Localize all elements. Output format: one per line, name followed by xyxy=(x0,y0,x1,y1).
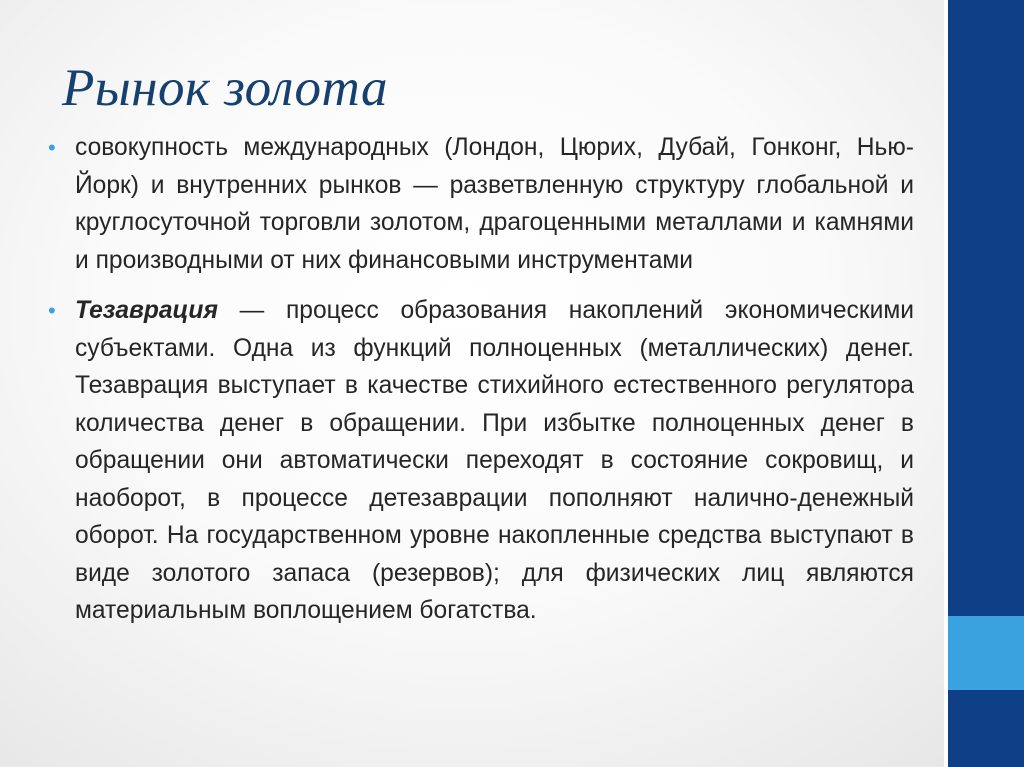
slide-title: Рынок золота xyxy=(62,59,388,117)
bullet-text xyxy=(75,292,914,630)
bullet-text: совокупность международных (Лондон, Цюрих, Дубай, Гонконг, Нью-Йорк) и внутренних рынков — разветвленную структуру глобальной и круглосуточной торговли золотом, драгоценными металлами и камнями и производными от них финансовыми инструментами xyxy=(75,134,914,274)
bullet-definition: — процесс образования накоплений экономическими субъектами. Одна из функций полноценных (металлических) денег. Тезаврация выступает в качестве стихийного естественного регулятора количества денег в обращении. При избытке полноценных денег в обращении они автоматически переходят в состояние сокровищ, и наоборот, в процессе детезаврации пополняют налично-денежный оборот. На государственном уровне накопленные средства выступают в виде золотого запаса (резервов); для физических лиц являются материальным воплощением богатства. xyxy=(75,297,914,624)
bullet-item-hoarding xyxy=(48,292,914,630)
bullet-marker: • xyxy=(48,298,56,323)
bullet-marker: • xyxy=(48,135,56,160)
bullet-item-market xyxy=(48,129,914,279)
slide-content xyxy=(48,129,914,643)
bullet-term: Тезаврация xyxy=(75,297,218,324)
decorative-sidebar-accent xyxy=(948,616,1024,690)
